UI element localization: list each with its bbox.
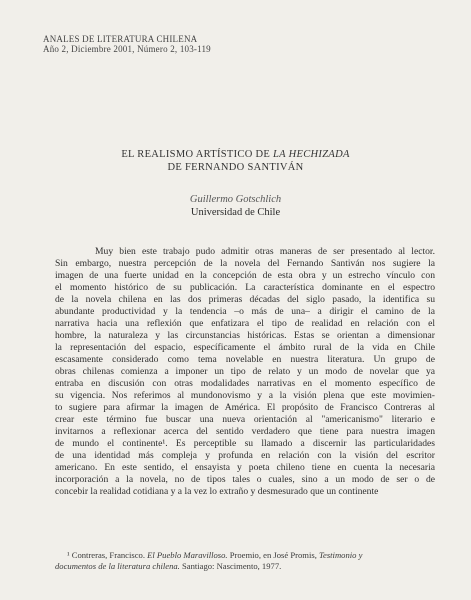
footnote-mid: Proemio, en José Promis, — [227, 550, 320, 560]
footnote-prefix: ¹ Contreras, Francisco. — [67, 550, 148, 560]
body-line: hombre, la naturaleza y las circunstancias históricas. Estas se orientan a dimensionar — [55, 330, 435, 341]
footnote-line-1 — [55, 550, 435, 561]
journal-header — [43, 34, 211, 54]
body-line: abundante productividad y la tendencia –o más de una– a dirigir el camino de la — [55, 306, 435, 317]
body-line: narrativa hacia una reflexión que enfatizara el tipo de realidad en relación con el — [55, 318, 435, 329]
footnote-work-title-cont: documentos de la literatura chilena. — [55, 561, 180, 571]
body-line: la representación del espacio, específicamente el ámbito rural de la vida en Chile — [55, 342, 435, 353]
body-text — [55, 246, 435, 498]
title-line-1 — [0, 148, 471, 161]
body-line: incorporación a la novela, no de tipos tales o cuales, sino a un modo de ser o de — [55, 474, 435, 485]
body-line: concebir la realidad cotidiana y a la vez lo extraño y desmesurado que un continente — [55, 486, 379, 497]
body-line: americano. En este sentido, el ensayista y poeta chileno tiene en cuenta la necesaria — [55, 462, 435, 473]
body-line: Sin embargo, nuestra percepción de la novela del Fernando Santiván nos sugiere la — [55, 258, 435, 269]
body-line: invitarnos a reflexionar acerca del sentido verdadero que tiene para nuestra imagen — [55, 426, 435, 437]
body-line: crear este término fue buscar una nueva orientación al "americanismo" literario e — [55, 414, 435, 425]
body-line: el momento histórico de su publicación. La característica dominante en el espectro — [55, 282, 435, 293]
body-line: de la novela chilena en las dos primeras décadas del siglo pasado, la identifica su — [55, 294, 435, 305]
footnote — [55, 550, 435, 572]
title-line-2: DE FERNANDO SANTIVÁN — [167, 162, 304, 173]
journal-issue: Año 2, Diciembre 2001, Número 2, 103-119 — [43, 44, 211, 54]
article-title — [0, 148, 471, 174]
body-line: obras chilenas comienza a imponer un tipo de relato y un modo de novelar que ya — [55, 366, 435, 377]
footnote-publication: Santiago: Nascimento, 1977. — [179, 561, 282, 571]
body-line: imagen de una fuerte unidad en la concepción de esta obra y un estrecho vínculo con — [55, 270, 435, 281]
body-line: to sugiere para afirmar la imagen de América. El propósito de Francisco Contreras al — [55, 402, 435, 413]
footnote-line-2 — [55, 561, 435, 572]
body-line: su vigencia. Nos referimos al mundonovismo y a la visión plena que este movimien- — [55, 390, 435, 401]
body-line: de una identidad más compleja y profunda en relación con la visión del escritor — [55, 450, 435, 461]
body-line: escasamente considerado como tema novelable en nuestra literatura. Un grupo de — [55, 354, 435, 365]
author-name: Guillermo Gotschlich — [189, 194, 282, 205]
body-line: de mundo el continente¹. Es perceptible su llamado a discernir las particularidades — [55, 438, 435, 449]
title-line-1-italic: LA HECHIZADA — [273, 149, 350, 160]
title-line-1-prefix: EL REALISMO ARTÍSTICO DE — [121, 149, 274, 160]
author-block — [0, 193, 471, 219]
body-line: entraba en discusión con otras modalidades narrativas en el momento específico de — [55, 378, 435, 389]
author-affiliation: Universidad de Chile — [190, 207, 281, 218]
footnote-work-title: Testimonio y — [319, 550, 363, 560]
body-line: Muy bien este trabajo pudo admitir otras maneras de ser presentado al lector. — [95, 246, 435, 257]
footnote-book-title: El Pueblo Maravilloso. — [147, 550, 228, 560]
journal-name: ANALES DE LITERATURA CHILENA — [43, 34, 198, 44]
